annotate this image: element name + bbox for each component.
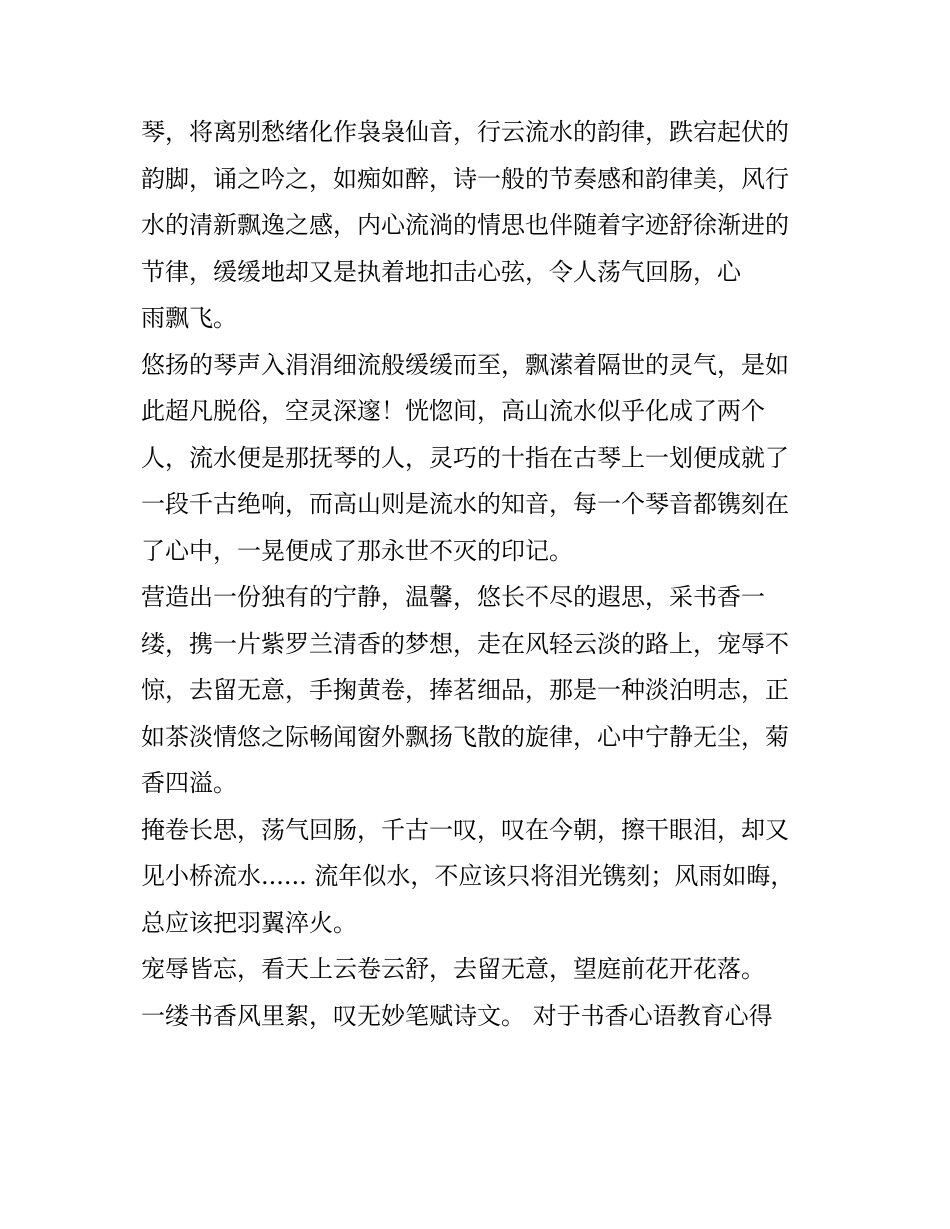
text-line: 人，流水便是那抚琴的人，灵巧的十指在古琴上一划便成就了 — [141, 443, 789, 472]
text-line: 水的清新飘逸之感，内心流淌的情思也伴随着字迹舒徐渐进的 — [141, 211, 789, 239]
text-line: 一段千古绝响，而高山则是流水的知音，每一个琴音都镌刻在 — [141, 490, 789, 518]
text-line: 香四溢。 — [141, 769, 237, 797]
text-line: 如茶淡情悠之际畅闻窗外飘扬飞散的旋律，心中宁静无尘，菊 — [141, 722, 789, 751]
text-line: 韵脚，诵之吟之，如痴如醉，诗一般的节奏感和韵律美，风行 — [141, 164, 789, 193]
text-line: 此超凡脱俗，空灵深邃！恍惚间，高山流水似乎化成了两个 — [141, 397, 765, 425]
text-line: 见小桥流水...... 流年似水，不应该只将泪光镌刻；风雨如晦， — [141, 862, 795, 890]
body-text — [141, 109, 821, 1039]
text-line: 悠扬的琴声入涓涓细流般缓缓而至，飘潆着隔世的灵气，是如 — [141, 350, 789, 379]
text-line: 了心中，一晃便成了那永世不灭的印记。 — [141, 536, 573, 565]
text-line: 宠辱皆忘，看天上云卷云舒，去留无意，望庭前花开花落。 — [141, 955, 765, 983]
text-line: 一缕书香风里絮，叹无妙笔赋诗文。 对于书香心语教育心得 — [141, 1001, 773, 1030]
text-line: 缕，携一片紫罗兰清香的梦想，走在风轻云淡的路上，宠辱不 — [141, 629, 789, 658]
text-line: 惊，去留无意，手掬黄卷，捧茗细品，那是一种淡泊明志，正 — [141, 676, 789, 704]
text-line: 掩卷长思，荡气回肠，千古一叹，叹在今朝，擦干眼泪，却又 — [141, 815, 789, 844]
text-line: 节律，缓缓地却又是执着地扣击心弦，令人荡气回肠，心 — [141, 257, 741, 286]
text-line: 营造出一份独有的宁静，温馨，悠长不尽的遐思，采书香一 — [141, 583, 765, 611]
text-line: 琴，将离别愁绪化作袅袅仙音，行云流水的韵律，跌宕起伏的 — [141, 118, 789, 146]
text-line: 雨飘飞。 — [141, 304, 237, 332]
text-line: 总应该把羽翼淬火。 — [141, 908, 357, 937]
